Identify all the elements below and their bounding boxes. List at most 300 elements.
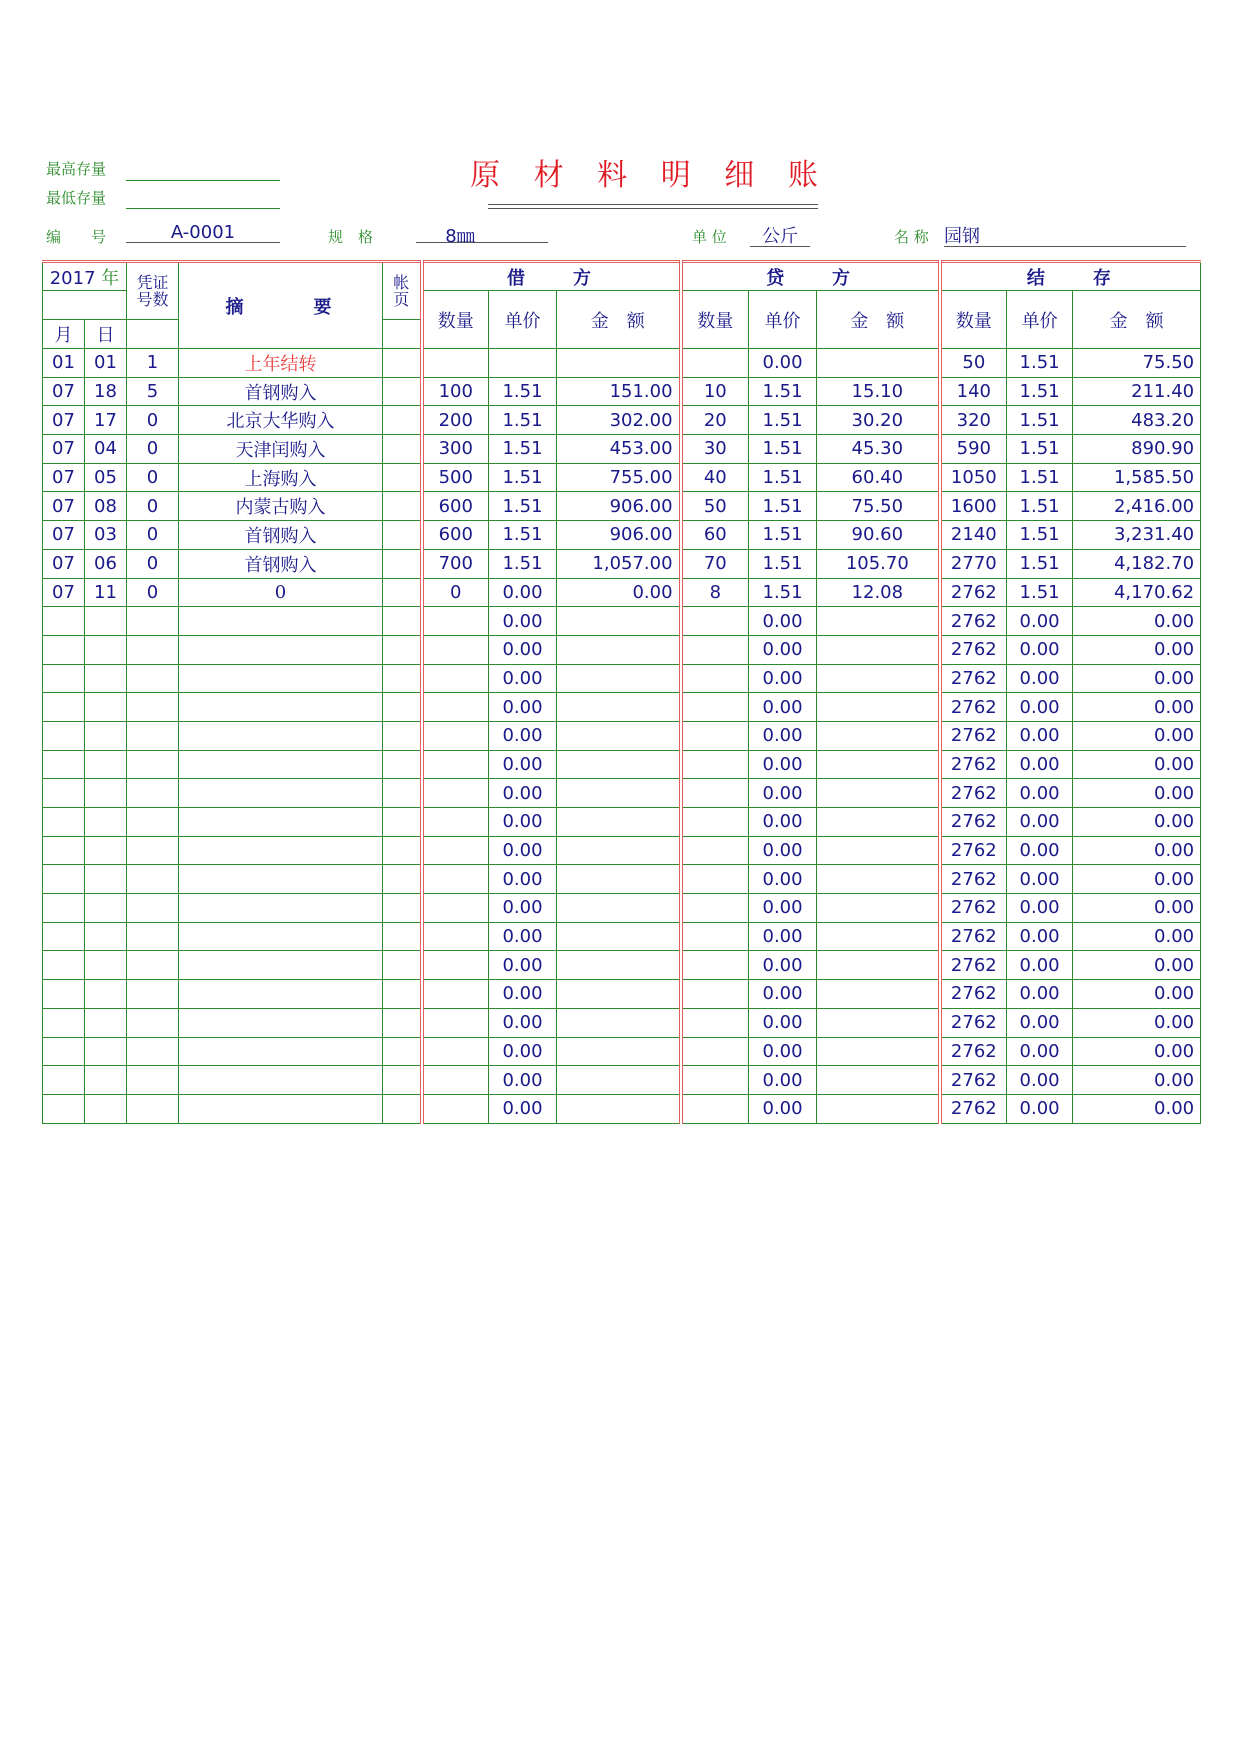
summary-cell[interactable] (179, 808, 383, 837)
credit-amount-cell[interactable] (817, 1008, 940, 1037)
debit-amount-cell[interactable]: 906.00 (557, 521, 681, 550)
voucher-cell[interactable] (127, 836, 179, 865)
page-cell[interactable] (383, 435, 422, 464)
debit-qty-cell[interactable]: 200 (422, 406, 489, 435)
debit-amount-cell[interactable]: 302.00 (557, 406, 681, 435)
balance-price-cell[interactable]: 0.00 (1007, 779, 1073, 808)
voucher-cell[interactable] (127, 865, 179, 894)
debit-amount-cell[interactable] (557, 1008, 681, 1037)
debit-qty-cell[interactable] (422, 894, 489, 923)
day-cell[interactable] (85, 836, 127, 865)
month-cell[interactable] (43, 894, 85, 923)
day-cell[interactable] (85, 721, 127, 750)
month-cell[interactable]: 07 (43, 549, 85, 578)
balance-price-cell[interactable]: 0.00 (1007, 922, 1073, 951)
balance-price-cell[interactable]: 0.00 (1007, 951, 1073, 980)
balance-amount-cell[interactable]: 0.00 (1073, 779, 1201, 808)
page-cell[interactable] (383, 836, 422, 865)
debit-price-cell[interactable]: 0.00 (489, 951, 557, 980)
voucher-cell[interactable] (127, 1094, 179, 1123)
credit-price-cell[interactable]: 0.00 (749, 1037, 817, 1066)
voucher-cell[interactable]: 1 (127, 349, 179, 378)
debit-price-cell[interactable]: 0.00 (489, 1008, 557, 1037)
summary-cell[interactable] (179, 836, 383, 865)
balance-qty-cell[interactable]: 2762 (940, 1094, 1007, 1123)
summary-cell[interactable] (179, 865, 383, 894)
credit-price-cell[interactable]: 0.00 (749, 922, 817, 951)
credit-amount-cell[interactable] (817, 865, 940, 894)
month-cell[interactable] (43, 1094, 85, 1123)
summary-cell[interactable] (179, 721, 383, 750)
month-cell[interactable]: 07 (43, 521, 85, 550)
credit-amount-cell[interactable] (817, 635, 940, 664)
page-cell[interactable] (383, 693, 422, 722)
balance-amount-cell[interactable]: 0.00 (1073, 922, 1201, 951)
debit-amount-cell[interactable]: 453.00 (557, 435, 681, 464)
balance-qty-cell[interactable]: 590 (940, 435, 1007, 464)
debit-amount-cell[interactable] (557, 349, 681, 378)
balance-qty-cell[interactable]: 2762 (940, 808, 1007, 837)
day-cell[interactable] (85, 951, 127, 980)
debit-price-cell[interactable]: 0.00 (489, 894, 557, 923)
debit-amount-cell[interactable]: 906.00 (557, 492, 681, 521)
debit-qty-cell[interactable] (422, 951, 489, 980)
debit-price-cell[interactable]: 0.00 (489, 980, 557, 1009)
day-cell[interactable] (85, 922, 127, 951)
day-cell[interactable]: 18 (85, 377, 127, 406)
debit-price-cell[interactable]: 0.00 (489, 1094, 557, 1123)
debit-price-cell[interactable]: 1.51 (489, 377, 557, 406)
debit-amount-cell[interactable] (557, 693, 681, 722)
debit-qty-cell[interactable]: 100 (422, 377, 489, 406)
balance-amount-cell[interactable]: 211.40 (1073, 377, 1201, 406)
month-cell[interactable] (43, 865, 85, 894)
month-cell[interactable] (43, 836, 85, 865)
credit-amount-cell[interactable]: 105.70 (817, 549, 940, 578)
debit-qty-cell[interactable]: 700 (422, 549, 489, 578)
credit-qty-cell[interactable] (681, 951, 749, 980)
summary-cell[interactable]: 上海购入 (179, 463, 383, 492)
credit-amount-cell[interactable] (817, 1066, 940, 1095)
credit-qty-cell[interactable]: 30 (681, 435, 749, 464)
debit-qty-cell[interactable] (422, 1094, 489, 1123)
credit-amount-cell[interactable] (817, 808, 940, 837)
balance-price-cell[interactable]: 0.00 (1007, 836, 1073, 865)
voucher-cell[interactable] (127, 1066, 179, 1095)
credit-amount-cell[interactable] (817, 750, 940, 779)
credit-price-cell[interactable]: 1.51 (749, 377, 817, 406)
balance-qty-cell[interactable]: 2762 (940, 607, 1007, 636)
month-cell[interactable]: 07 (43, 578, 85, 607)
summary-cell[interactable]: 天津闰购入 (179, 435, 383, 464)
page-cell[interactable] (383, 635, 422, 664)
balance-qty-cell[interactable]: 2762 (940, 750, 1007, 779)
balance-qty-cell[interactable]: 2762 (940, 1066, 1007, 1095)
page-cell[interactable] (383, 578, 422, 607)
summary-cell[interactable] (179, 1037, 383, 1066)
page-cell[interactable] (383, 349, 422, 378)
balance-qty-cell[interactable]: 2762 (940, 1037, 1007, 1066)
day-cell[interactable] (85, 1037, 127, 1066)
balance-amount-cell[interactable]: 2,416.00 (1073, 492, 1201, 521)
summary-cell[interactable] (179, 922, 383, 951)
debit-price-cell[interactable]: 1.51 (489, 463, 557, 492)
debit-amount-cell[interactable]: 151.00 (557, 377, 681, 406)
debit-price-cell[interactable]: 1.51 (489, 435, 557, 464)
balance-qty-cell[interactable]: 2140 (940, 521, 1007, 550)
page-cell[interactable] (383, 664, 422, 693)
day-cell[interactable]: 06 (85, 549, 127, 578)
credit-price-cell[interactable]: 0.00 (749, 865, 817, 894)
summary-cell[interactable]: 上年结转 (179, 349, 383, 378)
credit-qty-cell[interactable] (681, 922, 749, 951)
debit-amount-cell[interactable] (557, 1094, 681, 1123)
debit-amount-cell[interactable] (557, 750, 681, 779)
voucher-cell[interactable]: 0 (127, 406, 179, 435)
voucher-cell[interactable] (127, 779, 179, 808)
balance-price-cell[interactable]: 0.00 (1007, 808, 1073, 837)
page-cell[interactable] (383, 865, 422, 894)
balance-price-cell[interactable]: 1.51 (1007, 377, 1073, 406)
credit-qty-cell[interactable]: 40 (681, 463, 749, 492)
page-cell[interactable] (383, 377, 422, 406)
debit-amount-cell[interactable] (557, 1066, 681, 1095)
summary-cell[interactable]: 首钢购入 (179, 549, 383, 578)
balance-qty-cell[interactable]: 2762 (940, 779, 1007, 808)
debit-qty-cell[interactable] (422, 779, 489, 808)
day-cell[interactable] (85, 693, 127, 722)
credit-qty-cell[interactable]: 8 (681, 578, 749, 607)
balance-price-cell[interactable]: 0.00 (1007, 635, 1073, 664)
debit-amount-cell[interactable] (557, 922, 681, 951)
voucher-cell[interactable] (127, 808, 179, 837)
credit-price-cell[interactable]: 0.00 (749, 1008, 817, 1037)
debit-price-cell[interactable]: 0.00 (489, 922, 557, 951)
debit-amount-cell[interactable] (557, 721, 681, 750)
credit-amount-cell[interactable] (817, 894, 940, 923)
credit-price-cell[interactable]: 1.51 (749, 549, 817, 578)
balance-amount-cell[interactable]: 4,182.70 (1073, 549, 1201, 578)
month-cell[interactable] (43, 664, 85, 693)
credit-amount-cell[interactable]: 75.50 (817, 492, 940, 521)
summary-cell[interactable]: 首钢购入 (179, 521, 383, 550)
day-cell[interactable]: 04 (85, 435, 127, 464)
balance-amount-cell[interactable]: 0.00 (1073, 894, 1201, 923)
balance-amount-cell[interactable]: 0.00 (1073, 635, 1201, 664)
credit-price-cell[interactable]: 0.00 (749, 635, 817, 664)
balance-price-cell[interactable]: 1.51 (1007, 435, 1073, 464)
credit-qty-cell[interactable] (681, 635, 749, 664)
voucher-cell[interactable]: 0 (127, 549, 179, 578)
balance-price-cell[interactable]: 0.00 (1007, 1094, 1073, 1123)
month-cell[interactable] (43, 922, 85, 951)
unit-value[interactable]: 公斤 (762, 226, 798, 247)
balance-amount-cell[interactable]: 0.00 (1073, 1008, 1201, 1037)
debit-qty-cell[interactable] (422, 607, 489, 636)
balance-price-cell[interactable]: 1.51 (1007, 406, 1073, 435)
balance-amount-cell[interactable]: 0.00 (1073, 721, 1201, 750)
debit-qty-cell[interactable] (422, 750, 489, 779)
balance-amount-cell[interactable]: 0.00 (1073, 607, 1201, 636)
balance-qty-cell[interactable]: 320 (940, 406, 1007, 435)
month-cell[interactable] (43, 693, 85, 722)
voucher-cell[interactable] (127, 750, 179, 779)
credit-price-cell[interactable]: 0.00 (749, 1066, 817, 1095)
month-cell[interactable] (43, 750, 85, 779)
credit-price-cell[interactable]: 0.00 (749, 779, 817, 808)
credit-amount-cell[interactable]: 90.60 (817, 521, 940, 550)
credit-price-cell[interactable]: 1.51 (749, 521, 817, 550)
debit-qty-cell[interactable] (422, 1037, 489, 1066)
credit-amount-cell[interactable] (817, 1094, 940, 1123)
credit-amount-cell[interactable] (817, 922, 940, 951)
credit-price-cell[interactable]: 1.51 (749, 492, 817, 521)
day-cell[interactable] (85, 808, 127, 837)
voucher-cell[interactable] (127, 922, 179, 951)
credit-amount-cell[interactable] (817, 721, 940, 750)
day-cell[interactable] (85, 635, 127, 664)
min-stock-field[interactable] (126, 208, 280, 209)
debit-qty-cell[interactable] (422, 693, 489, 722)
debit-price-cell[interactable]: 0.00 (489, 808, 557, 837)
balance-amount-cell[interactable]: 1,585.50 (1073, 463, 1201, 492)
page-cell[interactable] (383, 1037, 422, 1066)
credit-amount-cell[interactable] (817, 607, 940, 636)
credit-price-cell[interactable]: 0.00 (749, 693, 817, 722)
credit-amount-cell[interactable] (817, 1037, 940, 1066)
balance-amount-cell[interactable]: 0.00 (1073, 1037, 1201, 1066)
day-cell[interactable]: 17 (85, 406, 127, 435)
credit-price-cell[interactable]: 0.00 (749, 808, 817, 837)
debit-price-cell[interactable]: 1.51 (489, 521, 557, 550)
debit-price-cell[interactable]: 1.51 (489, 406, 557, 435)
summary-cell[interactable] (179, 607, 383, 636)
day-cell[interactable]: 05 (85, 463, 127, 492)
balance-qty-cell[interactable]: 1050 (940, 463, 1007, 492)
credit-qty-cell[interactable] (681, 980, 749, 1009)
voucher-cell[interactable] (127, 607, 179, 636)
debit-qty-cell[interactable] (422, 349, 489, 378)
page-cell[interactable] (383, 951, 422, 980)
summary-cell[interactable] (179, 779, 383, 808)
voucher-cell[interactable] (127, 980, 179, 1009)
debit-price-cell[interactable]: 0.00 (489, 779, 557, 808)
summary-cell[interactable] (179, 980, 383, 1009)
credit-price-cell[interactable]: 1.51 (749, 406, 817, 435)
credit-qty-cell[interactable] (681, 607, 749, 636)
balance-qty-cell[interactable]: 50 (940, 349, 1007, 378)
day-cell[interactable] (85, 1008, 127, 1037)
debit-qty-cell[interactable]: 0 (422, 578, 489, 607)
debit-qty-cell[interactable]: 600 (422, 492, 489, 521)
balance-qty-cell[interactable]: 2762 (940, 1008, 1007, 1037)
summary-cell[interactable] (179, 951, 383, 980)
balance-amount-cell[interactable]: 4,170.62 (1073, 578, 1201, 607)
balance-amount-cell[interactable]: 0.00 (1073, 836, 1201, 865)
month-cell[interactable]: 07 (43, 463, 85, 492)
summary-cell[interactable]: 内蒙古购入 (179, 492, 383, 521)
page-cell[interactable] (383, 1066, 422, 1095)
credit-price-cell[interactable]: 0.00 (749, 349, 817, 378)
page-cell[interactable] (383, 721, 422, 750)
page-cell[interactable] (383, 406, 422, 435)
debit-price-cell[interactable]: 0.00 (489, 721, 557, 750)
balance-qty-cell[interactable]: 2762 (940, 635, 1007, 664)
debit-price-cell[interactable]: 0.00 (489, 1037, 557, 1066)
credit-qty-cell[interactable]: 10 (681, 377, 749, 406)
balance-price-cell[interactable]: 0.00 (1007, 607, 1073, 636)
debit-amount-cell[interactable] (557, 607, 681, 636)
day-cell[interactable]: 11 (85, 578, 127, 607)
summary-cell[interactable]: 首钢购入 (179, 377, 383, 406)
balance-price-cell[interactable]: 0.00 (1007, 664, 1073, 693)
debit-amount-cell[interactable]: 1,057.00 (557, 549, 681, 578)
balance-qty-cell[interactable]: 2762 (940, 894, 1007, 923)
balance-price-cell[interactable]: 0.00 (1007, 1008, 1073, 1037)
voucher-cell[interactable]: 0 (127, 435, 179, 464)
debit-amount-cell[interactable]: 0.00 (557, 578, 681, 607)
credit-qty-cell[interactable] (681, 750, 749, 779)
credit-qty-cell[interactable]: 50 (681, 492, 749, 521)
debit-qty-cell[interactable] (422, 1066, 489, 1095)
month-cell[interactable]: 07 (43, 492, 85, 521)
page-cell[interactable] (383, 463, 422, 492)
balance-qty-cell[interactable]: 2762 (940, 578, 1007, 607)
credit-qty-cell[interactable] (681, 808, 749, 837)
day-cell[interactable] (85, 865, 127, 894)
balance-price-cell[interactable]: 0.00 (1007, 1037, 1073, 1066)
voucher-cell[interactable]: 0 (127, 463, 179, 492)
page-cell[interactable] (383, 549, 422, 578)
balance-qty-cell[interactable]: 2762 (940, 865, 1007, 894)
debit-amount-cell[interactable] (557, 894, 681, 923)
debit-price-cell[interactable]: 0.00 (489, 836, 557, 865)
balance-qty-cell[interactable]: 2762 (940, 721, 1007, 750)
debit-qty-cell[interactable] (422, 836, 489, 865)
credit-amount-cell[interactable] (817, 664, 940, 693)
balance-price-cell[interactable]: 1.51 (1007, 549, 1073, 578)
code-value[interactable]: A-0001 (170, 222, 236, 243)
credit-qty-cell[interactable] (681, 894, 749, 923)
summary-cell[interactable] (179, 664, 383, 693)
debit-price-cell[interactable]: 0.00 (489, 635, 557, 664)
debit-price-cell[interactable]: 0.00 (489, 865, 557, 894)
balance-qty-cell[interactable]: 2762 (940, 693, 1007, 722)
debit-qty-cell[interactable] (422, 635, 489, 664)
month-cell[interactable]: 07 (43, 406, 85, 435)
debit-price-cell[interactable]: 0.00 (489, 1066, 557, 1095)
debit-amount-cell[interactable] (557, 836, 681, 865)
voucher-cell[interactable]: 5 (127, 377, 179, 406)
voucher-cell[interactable]: 0 (127, 492, 179, 521)
debit-qty-cell[interactable] (422, 922, 489, 951)
day-cell[interactable]: 08 (85, 492, 127, 521)
day-cell[interactable] (85, 1066, 127, 1095)
credit-price-cell[interactable]: 0.00 (749, 1094, 817, 1123)
balance-price-cell[interactable]: 1.51 (1007, 521, 1073, 550)
balance-amount-cell[interactable]: 0.00 (1073, 951, 1201, 980)
debit-qty-cell[interactable] (422, 865, 489, 894)
credit-qty-cell[interactable] (681, 1037, 749, 1066)
debit-qty-cell[interactable] (422, 808, 489, 837)
balance-qty-cell[interactable]: 2762 (940, 951, 1007, 980)
voucher-cell[interactable]: 0 (127, 521, 179, 550)
credit-amount-cell[interactable] (817, 980, 940, 1009)
day-cell[interactable]: 01 (85, 349, 127, 378)
credit-amount-cell[interactable] (817, 951, 940, 980)
debit-amount-cell[interactable] (557, 635, 681, 664)
spec-value[interactable]: 8㎜ (445, 226, 475, 247)
balance-amount-cell[interactable]: 0.00 (1073, 865, 1201, 894)
balance-price-cell[interactable]: 0.00 (1007, 721, 1073, 750)
credit-price-cell[interactable]: 1.51 (749, 463, 817, 492)
debit-qty-cell[interactable]: 600 (422, 521, 489, 550)
summary-cell[interactable] (179, 1094, 383, 1123)
debit-amount-cell[interactable] (557, 808, 681, 837)
month-cell[interactable] (43, 951, 85, 980)
day-cell[interactable] (85, 750, 127, 779)
day-cell[interactable] (85, 894, 127, 923)
debit-price-cell[interactable]: 1.51 (489, 549, 557, 578)
balance-price-cell[interactable]: 0.00 (1007, 865, 1073, 894)
balance-price-cell[interactable]: 1.51 (1007, 463, 1073, 492)
month-cell[interactable] (43, 1066, 85, 1095)
month-cell[interactable] (43, 721, 85, 750)
month-cell[interactable] (43, 1037, 85, 1066)
credit-price-cell[interactable]: 0.00 (749, 721, 817, 750)
credit-price-cell[interactable]: 0.00 (749, 750, 817, 779)
credit-price-cell[interactable]: 0.00 (749, 664, 817, 693)
debit-qty-cell[interactable] (422, 664, 489, 693)
balance-price-cell[interactable]: 0.00 (1007, 980, 1073, 1009)
credit-qty-cell[interactable] (681, 836, 749, 865)
voucher-cell[interactable] (127, 664, 179, 693)
balance-price-cell[interactable]: 0.00 (1007, 894, 1073, 923)
balance-qty-cell[interactable]: 140 (940, 377, 1007, 406)
page-cell[interactable] (383, 894, 422, 923)
balance-qty-cell[interactable]: 2770 (940, 549, 1007, 578)
summary-cell[interactable] (179, 1008, 383, 1037)
credit-qty-cell[interactable]: 20 (681, 406, 749, 435)
credit-price-cell[interactable]: 0.00 (749, 836, 817, 865)
credit-qty-cell[interactable] (681, 779, 749, 808)
page-cell[interactable] (383, 779, 422, 808)
debit-qty-cell[interactable] (422, 980, 489, 1009)
balance-amount-cell[interactable]: 0.00 (1073, 980, 1201, 1009)
balance-amount-cell[interactable]: 0.00 (1073, 750, 1201, 779)
day-cell[interactable] (85, 607, 127, 636)
voucher-cell[interactable] (127, 1008, 179, 1037)
balance-qty-cell[interactable]: 2762 (940, 836, 1007, 865)
debit-amount-cell[interactable] (557, 865, 681, 894)
voucher-cell[interactable] (127, 721, 179, 750)
credit-qty-cell[interactable] (681, 693, 749, 722)
month-cell[interactable]: 07 (43, 377, 85, 406)
balance-qty-cell[interactable]: 2762 (940, 664, 1007, 693)
summary-cell[interactable] (179, 894, 383, 923)
credit-qty-cell[interactable] (681, 1008, 749, 1037)
debit-amount-cell[interactable] (557, 980, 681, 1009)
voucher-cell[interactable] (127, 1037, 179, 1066)
credit-amount-cell[interactable]: 12.08 (817, 578, 940, 607)
day-cell[interactable] (85, 664, 127, 693)
balance-amount-cell[interactable]: 0.00 (1073, 693, 1201, 722)
month-cell[interactable] (43, 779, 85, 808)
page-cell[interactable] (383, 521, 422, 550)
page-cell[interactable] (383, 1008, 422, 1037)
summary-cell[interactable] (179, 750, 383, 779)
day-cell[interactable] (85, 779, 127, 808)
